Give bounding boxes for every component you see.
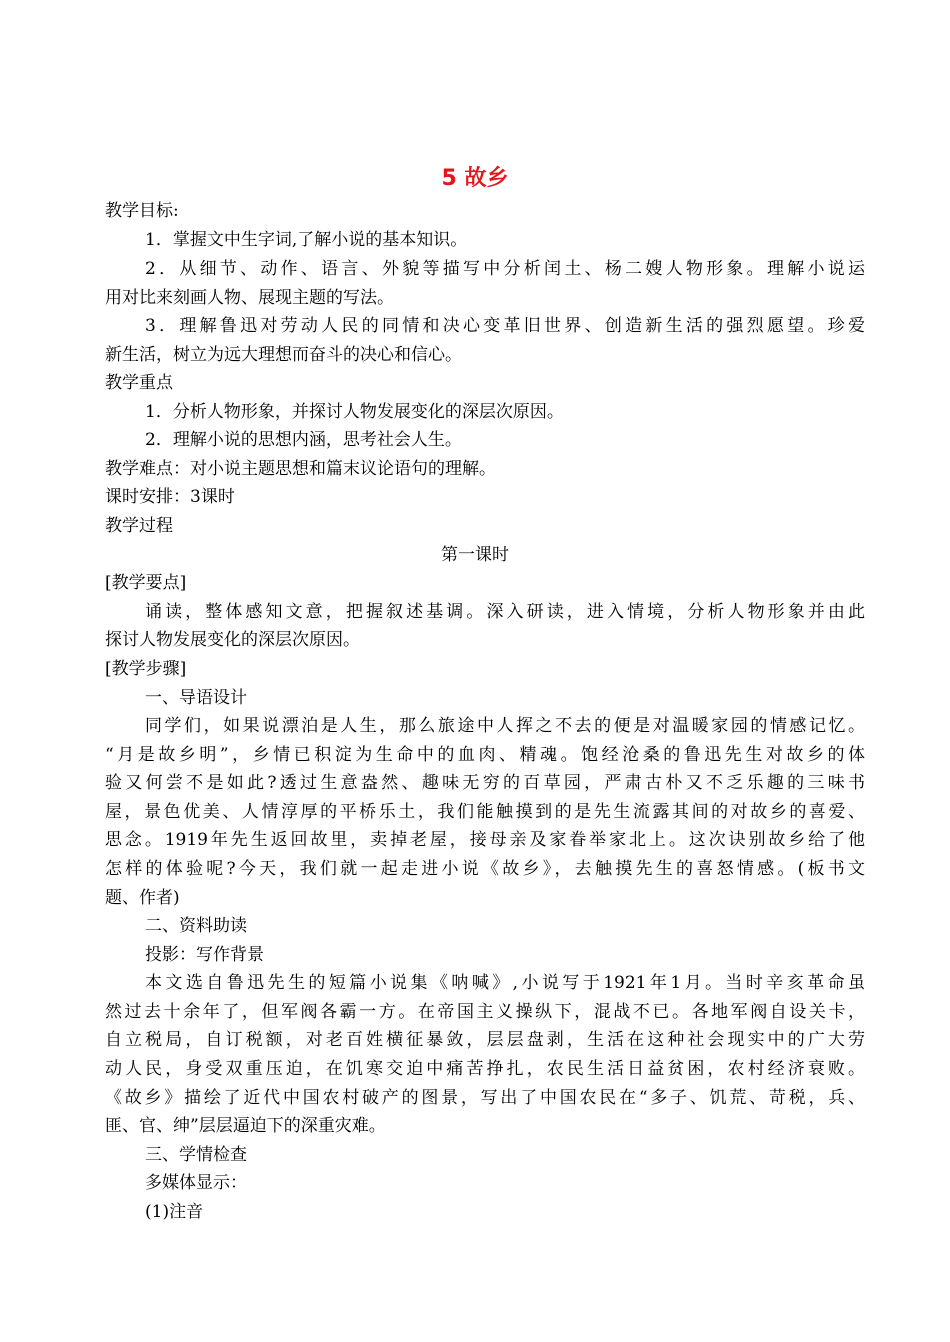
background-para-1: 本文选自鲁迅先生的短篇小说集《呐喊》,小说写于1921年1月。当时辛亥革命虽 (145, 973, 865, 993)
section-materials-heading: 二、资料助读 (145, 916, 247, 936)
goal-2-cont: 用对比来刻画人物、展现主题的写法。 (105, 288, 394, 308)
lesson-1-heading: 第一课时 (441, 545, 509, 565)
item-pinyin: (1)注音 (145, 1202, 204, 1222)
background-para-6: 匪、官、绅”层层逼迫下的深重灾难。 (105, 1116, 386, 1136)
section-check-heading: 三、学情检查 (145, 1145, 247, 1165)
intro-para-5: 思念。1919年先生返回故里，卖掉老屋，接母亲及家眷举家北上。这次诀别故乡给了他 (105, 830, 865, 850)
intro-para-4: 屋，景色优美、人情淳厚的平桥乐土，我们能触摸到的是先生流露其间的对故乡的喜爱、 (105, 802, 865, 822)
lesson-points-text: 诵读，整体感知文意，把握叙述基调。深入研读，进入情境，分析人物形象并由此 (145, 602, 865, 622)
goal-3: 3．理解鲁迅对劳动人民的同情和决心变革旧世界、创造新生活的强烈愿望。珍爱 (145, 316, 865, 336)
goal-3-cont: 新生活，树立为远大理想而奋斗的决心和信心。 (105, 345, 462, 365)
goal-1: 1．掌握文中生字词,了解小说的基本知识。 (145, 230, 468, 250)
heading-process: 教学过程 (105, 516, 173, 536)
projection-background: 投影：写作背景 (145, 945, 264, 965)
background-para-5: 《故乡》描绘了近代中国农村破产的图景，写出了中国农民在“多子、饥荒、苛税，兵、 (105, 1088, 865, 1108)
key-point-1: 1．分析人物形象，并探讨人物发展变化的深层次原因。 (145, 402, 564, 422)
background-para-4: 动人民，身受双重压迫，在饥寒交迫中痛苦挣扎，农民生活日益贫困，农村经济衰败。 (105, 1059, 865, 1079)
key-point-2: 2．理解小说的思想内涵，思考社会人生。 (145, 430, 462, 450)
intro-para-7: 题、作者) (105, 888, 180, 908)
intro-para-1: 同学们，如果说漂泊是人生，那么旅途中人挥之不去的便是对温暖家园的情感记忆。 (145, 716, 865, 736)
section-intro-heading: 一、导语设计 (145, 688, 247, 708)
document-title: 5 故乡 (441, 166, 509, 191)
intro-para-2: “月是故乡明”，乡情已积淀为生命中的血肉、精魂。饱经沧桑的鲁迅先生对故乡的体 (105, 745, 865, 765)
intro-para-6: 怎样的体验呢?今天，我们就一起走进小说《故乡》，去触摸先生的喜怒情感。(板书文 (105, 859, 865, 879)
difficult-points: 教学难点：对小说主题思想和篇末议论语句的理解。 (105, 459, 496, 479)
background-para-2: 然过去十余年了，但军阀各霸一方。在帝国主义操纵下，混战不已。各地军阀自设关卡， (105, 1002, 865, 1022)
heading-steps: [教学步骤] (105, 659, 187, 679)
background-para-3: 自立税局，自订税额，对老百姓横征暴敛，层层盘剥，生活在这种社会现实中的广大劳 (105, 1030, 865, 1050)
heading-lesson-points: [教学要点] (105, 573, 187, 593)
heading-teaching-goals: 教学目标: (105, 201, 179, 221)
schedule: 课时安排：3课时 (105, 487, 235, 507)
goal-2: 2．从细节、动作、语言、外貌等描写中分析闰土、杨二嫂人物形象。理解小说运 (145, 259, 865, 279)
lesson-points-cont: 探讨人物发展变化的深层次原因。 (105, 630, 360, 650)
heading-key-points: 教学重点 (105, 373, 173, 393)
intro-para-3: 验又何尝不是如此?透过生意盎然、趣味无穷的百草园，严肃古朴又不乏乐趣的三味书 (105, 773, 865, 793)
multimedia-display: 多媒体显示： (145, 1173, 247, 1193)
